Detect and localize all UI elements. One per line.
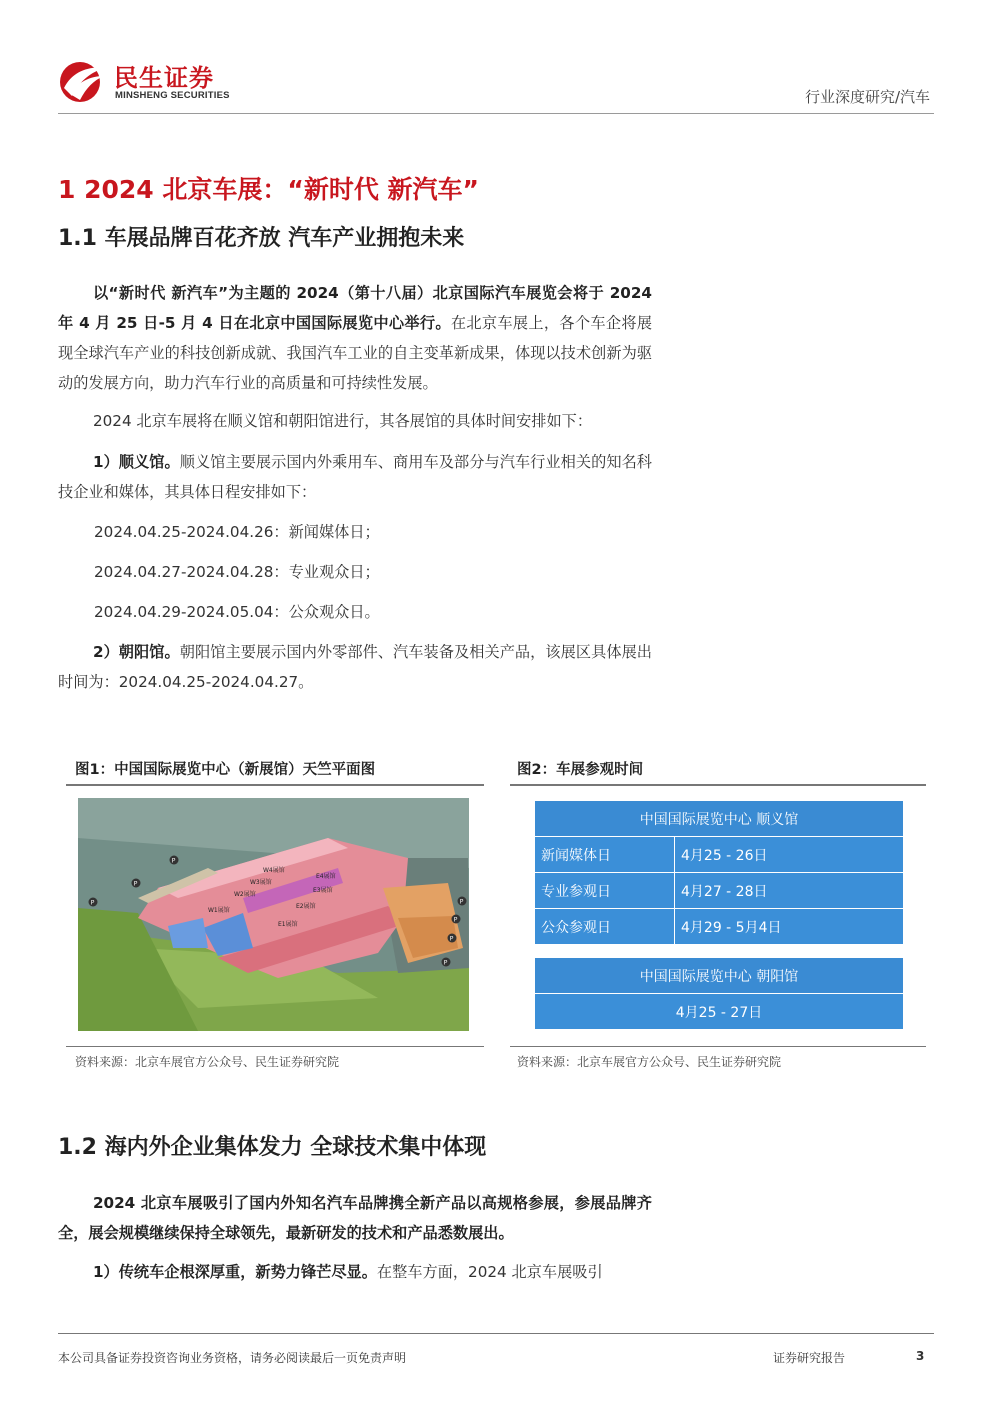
shunyi-text: 顺义馆主要展示国内外乘用车、商用车及部分与汽车行业相关的知名科技企业和媒体，其具体日程安排如下： <box>58 453 652 501</box>
hall-label-w1: W1展馆 <box>208 907 230 914</box>
section-title-1-1: 1.1 车展品牌百花齐放 汽车产业拥抱未来 <box>58 226 465 251</box>
figure1-top-rule <box>66 784 484 786</box>
intro-text: 在北京车展上，各个车企将展现全球汽车产业的科技创新成就、我国汽车工业的自主变革新成果，体现以技术创新为驱动的发展方向，助力汽车行业的高质量和可持续性发展。 <box>58 314 653 392</box>
hall-label-e2: E2展馆 <box>296 903 316 910</box>
table-row <box>535 994 904 1030</box>
hall-label-w2: W2展馆 <box>234 891 256 898</box>
minsheng-logo-icon <box>58 58 106 104</box>
visit-day-label: 公众参观日 <box>535 909 675 945</box>
table-header-row <box>535 801 904 837</box>
chaoyang-header: 中国国际展览中心 朝阳馆 <box>535 958 904 994</box>
hall-label-w4: W4展馆 <box>263 867 285 874</box>
footer-report-type: 证券研究报告 <box>773 1351 846 1365</box>
figure1-title: 图1：中国国际展览中心（新展馆）天竺平面图 <box>75 762 376 778</box>
figure1-bottom-rule <box>66 1046 484 1047</box>
table-header-row <box>535 958 904 994</box>
paragraph-shunyi <box>58 447 652 507</box>
report-category: 行业深度研究/汽车 <box>804 88 930 106</box>
paragraph-intro <box>58 278 652 398</box>
shunyi-header: 中国国际展览中心 顺义馆 <box>535 801 904 837</box>
figure2-source: 资料来源：北京车展官方公众号、民生证券研究院 <box>517 1055 782 1069</box>
section-title-1-2: 1.2 海内外企业集体发力 全球技术集中体现 <box>58 1135 487 1160</box>
footer-disclaimer: 本公司具备证券投资咨询业务资格，请务必阅读最后一页免责声明 <box>58 1351 407 1365</box>
table-row <box>535 909 904 945</box>
schedule-item: 2024.04.29-2024.05.04：公众观众日。 <box>94 603 380 621</box>
parking-marker: P <box>90 899 95 907</box>
schedule-item: 2024.04.25-2024.04.26：新闻媒体日； <box>94 523 380 541</box>
visit-day-date: 4月27 - 28日 <box>675 873 904 909</box>
visit-day-date: 4月25 - 26日 <box>675 837 904 873</box>
shunyi-bold-text: 1）顺义馆。 <box>92 453 180 471</box>
exhibition-floorplan-image <box>78 798 469 1031</box>
parking-marker: P <box>133 880 138 888</box>
chaoyang-text: 朝阳馆主要展示国内外零部件、汽车装备及相关产品，该展区具体展出时间为：2024.04.25-2024.04.27。 <box>58 643 652 691</box>
floorplan-illustration <box>78 798 469 1031</box>
page-number: 3 <box>916 1349 925 1363</box>
schedule-item: 2024.04.27-2024.04.28：专业观众日； <box>94 563 380 581</box>
figure1-source: 资料来源：北京车展官方公众号、民生证券研究院 <box>75 1055 340 1069</box>
paragraph-chaoyang <box>58 637 652 697</box>
chaoyang-schedule-table <box>534 957 904 1030</box>
traditional-oem-text: 在整车方面，2024 北京车展吸引 <box>376 1263 603 1281</box>
logo-text-cn: 民生证券 <box>114 64 214 92</box>
hall-label-e3: E3展馆 <box>313 887 333 894</box>
figure2-title: 图2：车展参观时间 <box>517 762 644 778</box>
visit-day-date: 4月29 - 5月4日 <box>675 909 904 945</box>
intro-bold-text: 以“新时代 新汽车”为主题的 2024（第十八届）北京国际汽车展览会将于 2024 年 4 月 25 日-5 月 4 日在北京中国国际展览中心举行。 <box>58 284 652 332</box>
table-row <box>535 837 904 873</box>
chapter-title: 1 2024 北京车展：“新时代 新汽车” <box>58 175 479 204</box>
parking-marker: P <box>453 916 458 924</box>
shunyi-schedule-table <box>534 800 904 945</box>
figure2-bottom-rule <box>510 1046 926 1047</box>
parking-marker: P <box>449 935 454 943</box>
exhibitors-bold-text: 2024 北京车展吸引了国内外知名汽车品牌携全新产品以高规格参展，参展品牌齐全，展会规模继续保持全球领先，最新研发的技术和产品悉数展出。 <box>58 1194 652 1242</box>
table-row <box>535 873 904 909</box>
paragraph-traditional-oem <box>58 1257 652 1287</box>
paragraph-venues <box>58 406 652 436</box>
hall-label-w3: W3展馆 <box>250 879 272 886</box>
logo-text-en: MINSHENG SECURITIES <box>115 90 230 101</box>
paragraph-exhibitors <box>58 1188 652 1248</box>
footer-rule <box>58 1333 934 1334</box>
hall-label-e1: E1展馆 <box>278 921 298 928</box>
traditional-oem-bold-text: 1）传统车企根深厚重，新势力锋芒尽显。 <box>92 1263 377 1281</box>
figure2-top-rule <box>510 784 926 786</box>
venues-text: 2024 北京车展将在顺义馆和朝阳馆进行，其各展馆的具体时间安排如下： <box>92 412 593 430</box>
page-header <box>58 56 934 114</box>
parking-marker: P <box>443 959 448 967</box>
company-logo <box>58 56 268 108</box>
chaoyang-bold-text: 2）朝阳馆。 <box>92 643 180 661</box>
hall-label-e4: E4展馆 <box>316 873 336 880</box>
parking-marker: P <box>171 857 176 865</box>
chaoyang-date: 4月25 - 27日 <box>535 994 904 1030</box>
visit-day-label: 专业参观日 <box>535 873 675 909</box>
parking-marker: P <box>459 898 464 906</box>
visit-day-label: 新闻媒体日 <box>535 837 675 873</box>
